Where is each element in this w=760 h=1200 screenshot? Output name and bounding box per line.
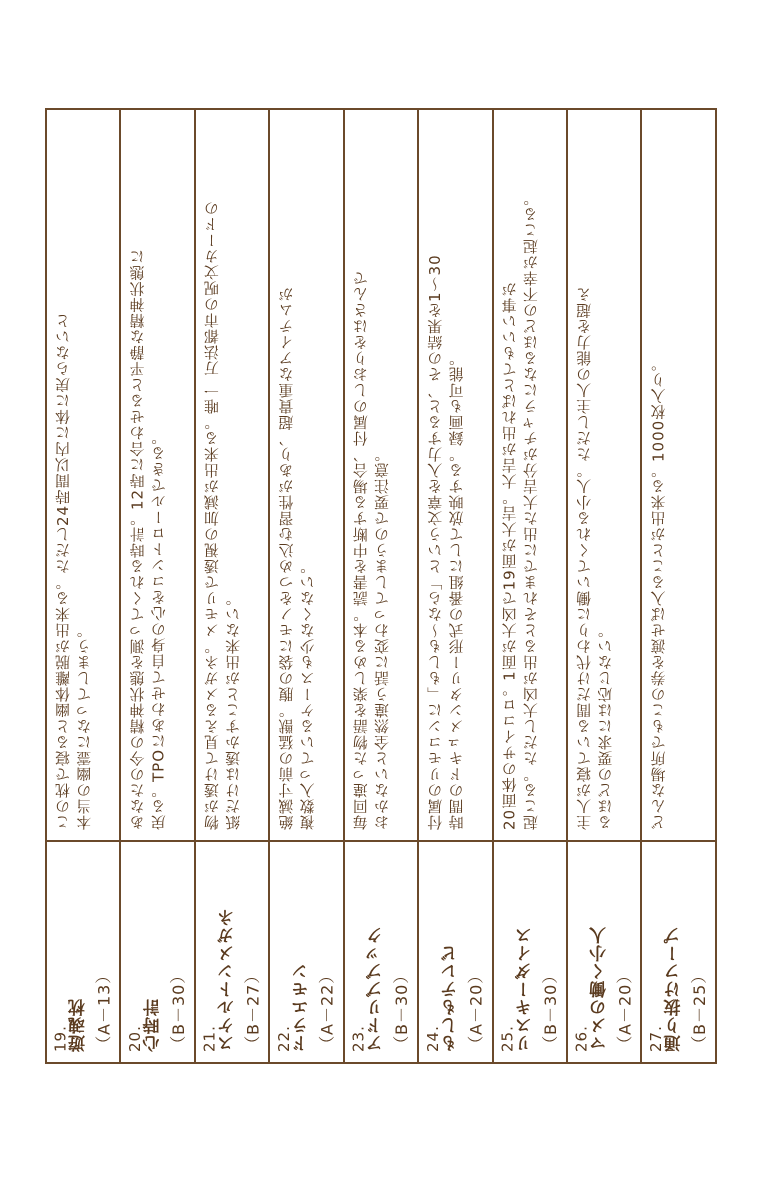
- item-description-line: 複数入っているケースも少なくない。: [298, 558, 317, 830]
- item-description-line: るほどの要求には応じない。: [596, 622, 615, 830]
- item-description-line: 主人が寝ている間だけ代わりに働いてくれる小人。ただし主人の能力を超え: [575, 286, 594, 830]
- item-row: [345, 110, 419, 1062]
- item-code: （A－22）: [317, 966, 337, 1052]
- item-row: [494, 110, 568, 1062]
- item-name-cell: [643, 840, 715, 1062]
- item-code: （B－25）: [689, 966, 709, 1052]
- item-description-cell: [270, 110, 342, 840]
- item-name: リスキーダイス: [515, 926, 536, 1052]
- item-description-cell: [643, 110, 715, 840]
- item-name: 通り抜けフープ: [664, 926, 685, 1052]
- item-number: 27.: [647, 1025, 666, 1052]
- item-row: [419, 110, 493, 1062]
- item-name-stack: [350, 842, 387, 1052]
- item-number: 24.: [423, 1025, 442, 1052]
- item-description-cell: [121, 110, 193, 840]
- item-name: 遊魂枕: [68, 998, 89, 1052]
- item-name-cell: [121, 840, 193, 1062]
- item-code: （B－30）: [541, 966, 561, 1052]
- item-name-stack: [648, 842, 685, 1052]
- item-description-cell: [419, 110, 491, 840]
- item-description-line: 起こる。ただし大凶が出るとそれまでに出た大吉分がチャラになるほどの不幸が起こる。: [521, 190, 540, 830]
- item-description-line: 付属のリモコンに「もしも～なら」という文章を入力すると、その結果を1～30: [426, 254, 445, 830]
- item-code: （B－27）: [243, 966, 263, 1052]
- item-description-cell: [568, 110, 640, 840]
- item-name-cell: [568, 840, 640, 1062]
- item-number: 21.: [200, 1025, 219, 1052]
- item-number: 19.: [51, 1025, 70, 1052]
- item-description-line: 物が透けて見えるメガネ。メモリで透視の加減が出来る。唯一 万法都市の呪文カードの: [202, 200, 221, 830]
- item-name: 心時計: [143, 998, 164, 1052]
- item-name-cell: [419, 840, 491, 1062]
- item-name-stack: [425, 842, 462, 1052]
- item-number: 23.: [349, 1025, 368, 1052]
- item-name-stack: [276, 842, 313, 1052]
- item-number: 20.: [126, 1025, 145, 1052]
- item-name: スケルトンメガネ: [217, 908, 238, 1052]
- item-code: （B－30）: [168, 966, 188, 1052]
- item-name-stack: [202, 842, 239, 1052]
- item-description-cell: [196, 110, 268, 840]
- item-row: [47, 110, 121, 1062]
- item-description-cell: [494, 110, 566, 840]
- item-row: [643, 110, 715, 1062]
- item-description-line: おかないと全然違う話に変わってしまうので要注意。: [373, 446, 391, 830]
- item-name-cell: [47, 840, 119, 1062]
- item-table: [45, 108, 717, 1064]
- item-description-line: あなたの今の精神状態を測ってくれる時計。12時に合わせると平静な精神状態に: [128, 248, 147, 830]
- item-description-line: 絶滅寸前の猛獣。腹の袋にモノをつめ込む習性があり、超貴重なアイテムが: [277, 286, 296, 830]
- item-row: [121, 110, 195, 1062]
- item-code: （B－30）: [392, 966, 412, 1052]
- item-description-line: どんな場所でもこの券を渡せば入ることが出来る。1000枚入り。: [649, 355, 668, 830]
- item-table-grid: [45, 108, 717, 1064]
- item-name-stack: [499, 842, 536, 1052]
- item-description-line: この枕で寝ると幽体離脱が出来る。ただし24時間以内に体に戻らないと: [54, 312, 72, 830]
- item-name-cell: [345, 840, 417, 1062]
- item-row: [270, 110, 344, 1062]
- item-number: 25.: [498, 1025, 517, 1052]
- item-name: アドリブブック: [366, 926, 387, 1052]
- item-description-cell: [47, 110, 119, 840]
- item-name-stack: [127, 842, 164, 1052]
- item-description-line: 時間のドキュメンタリー形式の番組にして放映する。録画も可能。: [447, 350, 466, 830]
- item-name-cell: [270, 840, 342, 1062]
- item-code: （A－20）: [615, 966, 635, 1052]
- item-name-stack: [53, 842, 90, 1052]
- item-name-stack: [574, 842, 611, 1052]
- item-name-cell: [494, 840, 566, 1062]
- item-description-line: 毎回違った物語を楽しめる本。読書を中断する場合、付属のしおりをはさんで: [351, 270, 370, 830]
- item-code: （A－20）: [466, 966, 486, 1052]
- item-description-line: 20面体のサイコロ。1面が大凶で19面が大吉。大吉が出ればとてもいい事が: [500, 281, 519, 830]
- item-description-line: 本当の幽霊になってしまう。: [75, 622, 94, 830]
- item-name: ドラエモン: [292, 962, 313, 1052]
- item-description-line: 紙だけは透かすことが出来ない。: [224, 590, 243, 830]
- item-description-line: 戻る。TPOにあわせて自身の心をコントロールできる。: [149, 428, 168, 830]
- item-name: もしもテレビ: [441, 944, 462, 1052]
- item-row: [568, 110, 642, 1062]
- item-code: （A－13）: [94, 966, 114, 1052]
- item-name: マメの働く小人: [589, 926, 610, 1052]
- item-description-cell: [345, 110, 417, 840]
- item-number: 26.: [572, 1025, 591, 1052]
- item-number: 22.: [274, 1025, 293, 1052]
- item-name-cell: [196, 840, 268, 1062]
- item-row: [196, 110, 270, 1062]
